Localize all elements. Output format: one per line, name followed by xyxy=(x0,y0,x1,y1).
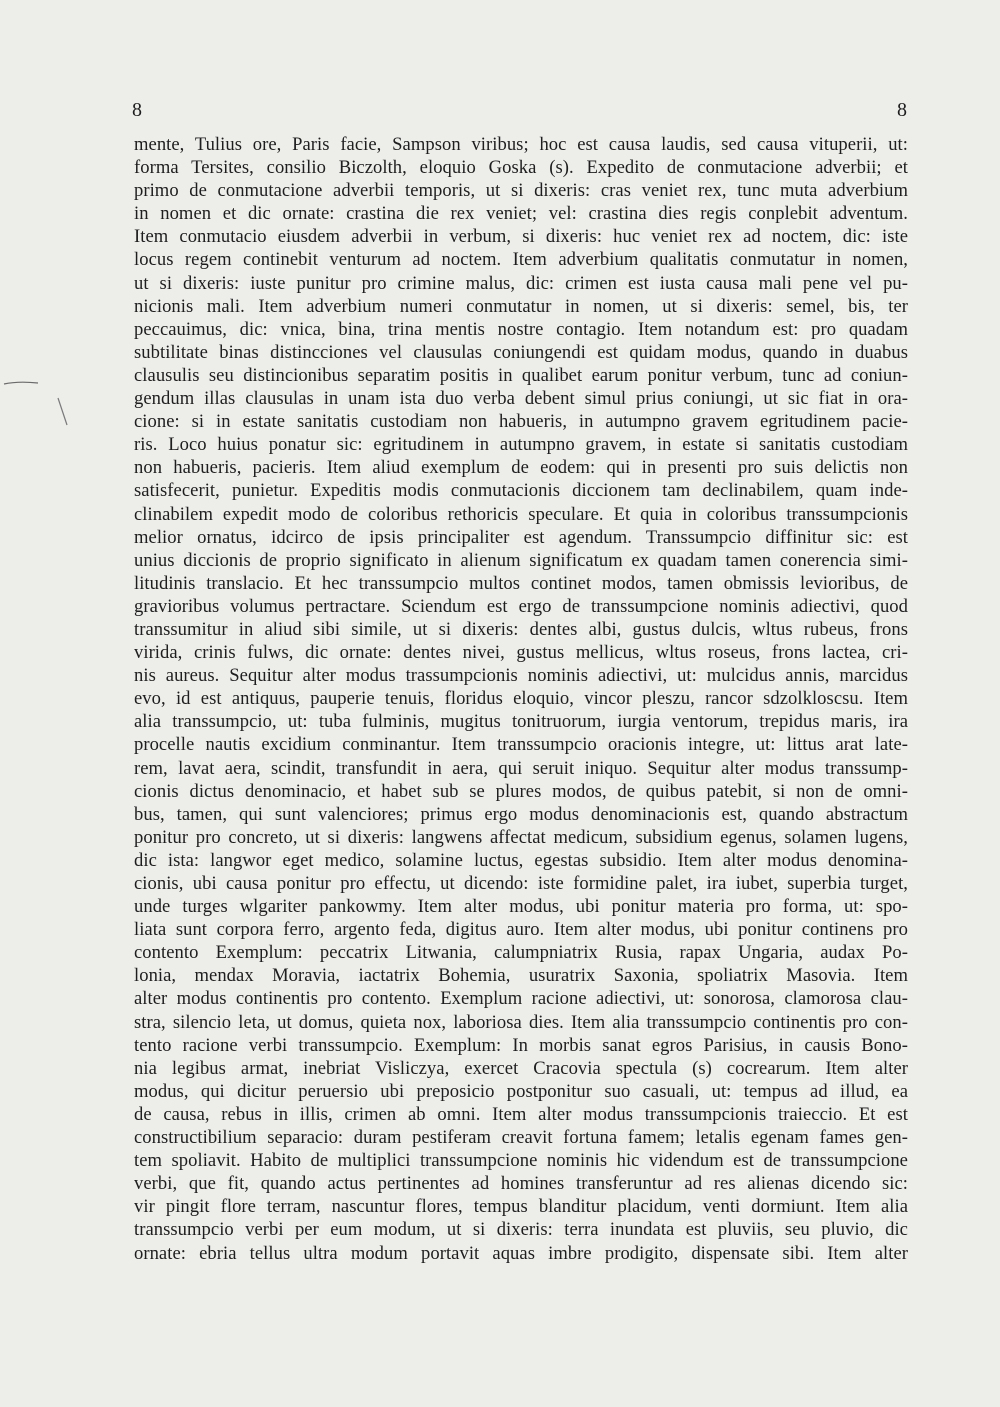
page-number-right: 8 xyxy=(897,99,907,121)
text-line: nicionis mali. Item adverbium numeri conmutatur in nomen, ut si dixeris: semel, bis, ter xyxy=(134,295,908,317)
text-line: unde turges wlgariter pankowmy. Item alter modus, ubi ponitur materia pro forma, ut: spo- xyxy=(134,896,908,918)
text-line: virida, crinis fulws, dic ornate: dentes nivei, gustus mellicus, wltus roseus, frons lactea, cri- xyxy=(134,642,908,664)
text-line: subtilitate binas distincciones vel clausulas coniungendi est quidam modus, quando in duabus xyxy=(134,341,908,363)
text-line: bus, tamen, qui sunt valenciores; primus ergo modus denominacionis est, quando abstractum xyxy=(134,803,908,825)
text-line: cionis, ubi causa ponitur pro effectu, ut dicendo: iste formidine palet, ira iubet, superbia turget, xyxy=(134,873,908,894)
text-line: ut si dixeris: iuste punitur pro crimine malus, dic: crimen est iusta causa mali pene vel pu- xyxy=(134,272,908,294)
text-line: procelle nautis excidium conminantur. Item transsumpcio oracionis integre, ut: littus arat late- xyxy=(134,734,908,756)
text-line: verbi, que fit, quando actus pertinentes ad homines transferuntur ad res alienas dicendo sic: xyxy=(134,1173,908,1195)
text-line: nis aureus. Sequitur alter modus trassumpcionis nominis adiectivi, ut: mulcidus annis, marcidus xyxy=(134,665,908,687)
text-line: constructibilium separacio: duram pestiferam creavit fortuna famem; letalis egenam fames gen- xyxy=(134,1127,908,1149)
text-line: gravioribus volumus pertractare. Sciendum est ergo de transsumpcione nominis adiectivi, quod xyxy=(134,595,908,617)
text-line: Item conmutacio eiusdem adverbii in verbum, si dixeris: huc veniet rex ad noctem, dic: iste xyxy=(134,226,908,248)
text-line: modus, qui dicitur peruersio ubi preposicio postponitur suo casuali, ut: tempus ad illud, ea xyxy=(134,1080,908,1102)
text-line: de causa, rebus in illis, crimen ab omni. Item alter modus transsumpcionis traieccio. Et est xyxy=(134,1103,908,1125)
text-line: primo de conmutacione adverbii temporis, ut si dixeris: cras veniet rex, tunc muta adverbium xyxy=(134,180,908,202)
text-line: dic ista: langwor eget medico, solamine luctus, egestas subsidio. Item alter modus denomina- xyxy=(134,849,908,871)
text-line: liata sunt corpora ferro, argento feda, digitus auro. Item alter modus, ubi ponitur continens pro xyxy=(134,919,908,941)
text-line: tem spoliavit. Habito de multiplici transsumpcione nominis hic videndum est de transsumpcione xyxy=(134,1150,908,1172)
text-line: stra, silencio leta, ut domus, quieta nox, laboriosa dies. Item alia transsumpcio continentis pro con- xyxy=(134,1011,908,1033)
text-line: litudinis translacio. Et hec transsumpcio multos continet modos, tamen obmissis levioribus, de xyxy=(134,572,908,594)
text-line: in nomen et dic ornate: crastina die rex veniet; vel: crastina dies regis conplebit adventum. xyxy=(134,203,908,225)
text-line: melior ornatus, idcirco de ipsis principaliter est agendum. Transsumpcio diffinitur sic: est xyxy=(134,526,908,548)
text-line: unius diccionis de proprio significato in alienum significatum ex quadam tamen conerencia simi- xyxy=(134,549,908,571)
text-line: evo, id est antiquus, pauperie tenuis, floridus eloquio, vincor pleszu, rancor sdzolkloscsu. Item xyxy=(134,688,908,710)
text-line: lonia, mendax Moravia, iactatrix Bohemia, usuratrix Saxonia, spoliatrix Masovia. Item xyxy=(134,965,908,987)
text-line: alter modus continentis pro contento. Exemplum racione adiectivi, ut: sonorosa, clamorosa clau- xyxy=(134,988,908,1010)
text-line: mente, Tulius ore, Paris facie, Sampson viribus; hoc est causa laudis, sed causa vituperii, ut: xyxy=(134,134,908,155)
text-line: ris. Loco huius ponatur sic: egritudinem in autumpno gravem, in estate si sanitatis custodiam xyxy=(134,434,908,456)
text-line: clinabilem expedit modo de coloribus rethoricis speculare. Et quia in coloribus transsumpcionis xyxy=(134,503,908,525)
text-line: cione: si in estate sanitatis custodiam non habueris, in autumpno gravem egritudinem pacie- xyxy=(134,411,908,433)
text-line: forma Tersites, consilio Biczolth, eloquio Goska (s). Expedito de conmutacione adverbii; et xyxy=(134,157,908,179)
text-line: non habueris, pacieris. Item aliud exemplum de eodem: qui in presenti pro suis delictis non xyxy=(134,457,908,479)
text-line: alia transsumpcio, ut: tuba fulminis, mugitus tonitruorum, iurgia ventorum, trepidus maris, ira xyxy=(134,711,908,733)
text-line: cionis dictus denominacio, et habet sub se plures modos, de quibus patebit, si non de omni- xyxy=(134,780,908,802)
text-line: contento Exemplum: peccatrix Litwania, calumpniatrix Rusia, rapax Ungaria, audax Po- xyxy=(134,942,908,964)
text-line: transsumpcio verbi per eum modum, ut si dixeris: terra inundata est pluviis, seu pluvio, dic xyxy=(134,1219,908,1241)
text-line: transsumitur in aliud sibi simile, ut si dixeris: dentes albi, gustus dulcis, wltus rubeus, frons xyxy=(134,618,908,640)
text-line: clausulis seu distincionibus separatim positis in qualibet earum ponitur verbum, tunc ad coniun- xyxy=(134,364,908,386)
text-line: vir pingit flore terram, nascuntur flores, tempus blanditur placidum, venti dormiunt. Item alia xyxy=(134,1196,908,1218)
text-line: nia legibus armat, inebriat Visliczya, exercet Cracovia spectula (s) cocrearum. Item alter xyxy=(134,1057,908,1079)
body-text xyxy=(134,133,908,1265)
text-line: peccauimus, dic: vnica, bina, trina mentis nostre contagio. Item notandum est: pro quadam xyxy=(134,318,908,340)
text-line: gendum illas clausulas in unam ista duo verba debent simul prius coniungi, ut sic fiat in ora- xyxy=(134,388,908,410)
text-line: rem, lavat aera, scindit, transfundit in aera, qui seruit iniquo. Sequitur alter modus transsump- xyxy=(134,757,908,779)
page-number-left: 8 xyxy=(132,99,142,121)
text-line: satisfecerit, punietur. Expeditis modis conmutacionis diccionem tam declinabilem, quam inde- xyxy=(134,480,908,502)
text-line: ornate: ebria tellus ultra modum portavit aquas imbre prodigito, dispensate sibi. Item alter xyxy=(134,1242,908,1264)
text-line: locus regem continebit venturum ad noctem. Item adverbium qualitatis conmutatur in nomen, xyxy=(134,249,908,271)
text-line: ponitur pro concreto, ut si dixeris: langwens affectat medicum, subsidium egenus, solamen lugens, xyxy=(134,826,908,848)
text-line: tento racione verbi transsumpcio. Exemplum: In morbis sanat egros Parisius, in causis Bono- xyxy=(134,1034,908,1056)
